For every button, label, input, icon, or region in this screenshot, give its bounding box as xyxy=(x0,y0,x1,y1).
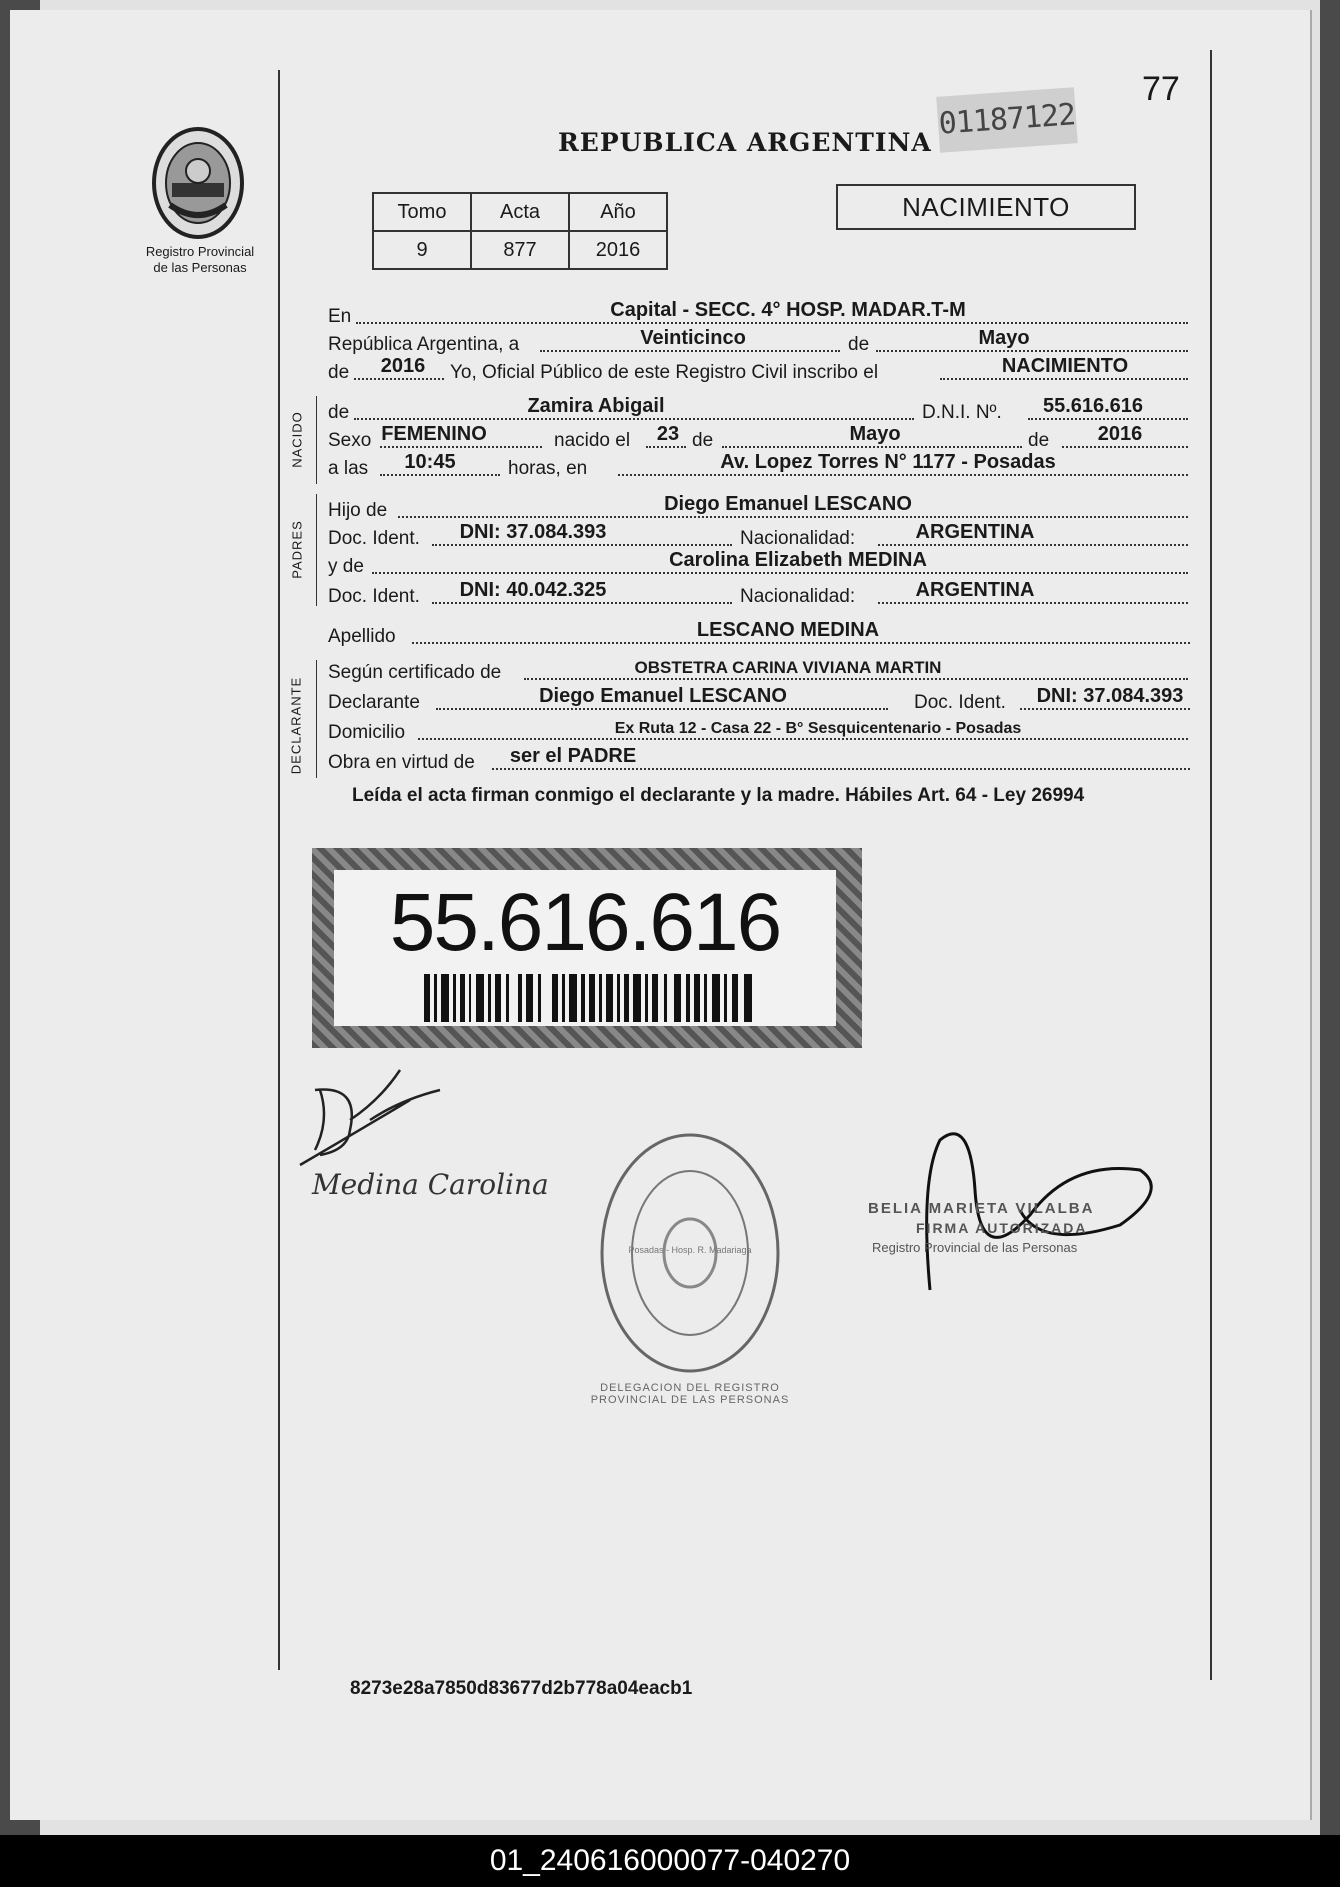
row-alas: a las 10:45 horas, en Av. Lopez Torres N° 1177 - Posadas xyxy=(328,452,1188,482)
value-ano: 2016 xyxy=(569,231,667,269)
row-declarante: Declarante Diego Emanuel LESCANO Doc. Ident. DNI: 37.084.393 xyxy=(328,686,1190,716)
birth-certificate-page xyxy=(10,10,1312,1820)
row-father: Hijo de Diego Emanuel LESCANO xyxy=(328,494,1188,524)
row-mother-doc: Doc. Ident. DNI: 40.042.325 Nacionalidad: ARGENTINA xyxy=(328,580,1188,610)
event-value: NACIMIENTO xyxy=(1001,355,1129,377)
mother-signature: Medina Carolina xyxy=(312,1168,549,1201)
declarant-signature-icon xyxy=(290,1060,450,1170)
section-label-nacido: NACIDO xyxy=(289,411,305,468)
child-dni-value: 55.616.616 xyxy=(1042,395,1144,417)
official-stamp-role: FIRMA AUTORIZADA xyxy=(916,1220,1088,1236)
value-tomo: 9 xyxy=(373,231,471,269)
row-apellido: Apellido LESCANO MEDINA xyxy=(328,620,1190,650)
father-name-value: Diego Emanuel LESCANO xyxy=(664,493,912,515)
header-ano: Año xyxy=(569,193,667,231)
record-type-box: NACIMIENTO xyxy=(836,184,1136,230)
birth-day-value: 23 xyxy=(656,423,680,445)
file-id-strip: 01_240616000077-040270 xyxy=(0,1835,1340,1887)
certificate-value: OBSTETRA CARINA VIVIANA MARTIN xyxy=(634,658,942,677)
section-label-declarante: DECLARANTE xyxy=(288,676,304,775)
row-mother: y de Carolina Elizabeth MEDINA xyxy=(328,550,1188,580)
father-doc-value: DNI: 37.084.393 xyxy=(459,521,607,543)
child-name-value: Zamira Abigail xyxy=(527,395,665,417)
father-nationality-value: ARGENTINA xyxy=(915,521,1035,543)
birth-place-value: Av. Lopez Torres N° 1177 - Posadas xyxy=(720,451,1056,473)
barcode-icon xyxy=(424,974,754,1022)
sex-value: FEMENINO xyxy=(381,423,487,445)
header-acta: Acta xyxy=(471,193,569,231)
record-table xyxy=(372,192,668,270)
day-words-value: Veinticinco xyxy=(640,327,746,349)
row-obra: Obra en virtud de ser el PADRE xyxy=(328,746,1190,776)
year-value: 2016 xyxy=(380,355,426,377)
header-tomo: Tomo xyxy=(373,193,471,231)
mother-name-value: Carolina Elizabeth MEDINA xyxy=(669,549,927,571)
country-title: REPUBLICA ARGENTINA xyxy=(558,128,932,157)
declarant-doc-value: DNI: 37.084.393 xyxy=(1036,685,1184,707)
row-oficial: de 2016 Yo, Oficial Público de este Registro Civil inscribo el NACIMIENTO xyxy=(328,356,1188,386)
barcode-label xyxy=(312,848,862,1048)
document-hash: 8273e28a7850d83677d2b778a04eacb1 xyxy=(350,1678,693,1699)
row-certificado: Según certificado de OBSTETRA CARINA VIVIANA MARTIN xyxy=(328,656,1188,686)
registry-label: Registro Provincial de las Personas xyxy=(145,244,255,275)
official-stamp-name: BELIA MARIETA VILALBA xyxy=(868,1200,1095,1217)
round-stamp-text: DELEGACION DEL REGISTRO PROVINCIAL DE LAS PERSONAS xyxy=(590,1382,790,1406)
section-label-padres: PADRES xyxy=(289,520,305,579)
place-value: Capital - SECC. 4° HOSP. MADAR.T-M xyxy=(610,299,966,321)
round-stamp-icon xyxy=(595,1128,785,1378)
svg-text:Posadas - Hosp. R. Madariaga: Posadas - Hosp. R. Madariaga xyxy=(628,1245,752,1255)
row-nacido-name: de Zamira Abigail D.N.I. Nº. 55.616.616 xyxy=(328,396,1188,426)
left-margin-line xyxy=(278,70,280,1670)
official-stamp-registry: Registro Provincial de las Personas xyxy=(872,1240,1078,1255)
mother-nationality-value: ARGENTINA xyxy=(915,579,1035,601)
row-sexo: Sexo FEMENINO nacido el 23 de Mayo de 2016 xyxy=(328,424,1188,454)
address-value: Ex Ruta 12 - Casa 22 - B° Sesquicentenario - Posadas xyxy=(614,720,1022,737)
row-en: En Capital - SECC. 4° HOSP. MADAR.T-M xyxy=(328,300,1188,330)
surname-value: LESCANO MEDINA xyxy=(696,619,880,641)
barcode-number: 55.616.616 xyxy=(389,877,781,968)
role-value: ser el PADRE xyxy=(509,745,637,767)
page-number: 77 xyxy=(1142,70,1180,108)
month-value: Mayo xyxy=(978,327,1030,349)
row-domicilio: Domicilio Ex Ruta 12 - Casa 22 - B° Sesquicentenario - Posadas xyxy=(328,716,1188,746)
birth-month-value: Mayo xyxy=(849,423,901,445)
value-acta: 877 xyxy=(471,231,569,269)
birth-time-value: 10:45 xyxy=(404,451,456,473)
serial-number: 01187122 xyxy=(936,87,1078,152)
mother-doc-value: DNI: 40.042.325 xyxy=(459,579,607,601)
declarant-value: Diego Emanuel LESCANO xyxy=(539,685,787,707)
closing-statement: Leída el acta firman conmigo el declarante y la madre. Hábiles Art. 64 - Ley 26994 xyxy=(352,785,1085,806)
right-margin-line xyxy=(1210,50,1212,1680)
province-seal-icon xyxy=(150,125,246,240)
row-republica: República Argentina, a Veinticinco de Mayo xyxy=(328,328,1188,358)
row-father-doc: Doc. Ident. DNI: 37.084.393 Nacionalidad: ARGENTINA xyxy=(328,522,1188,552)
birth-year-value: 2016 xyxy=(1097,423,1143,445)
